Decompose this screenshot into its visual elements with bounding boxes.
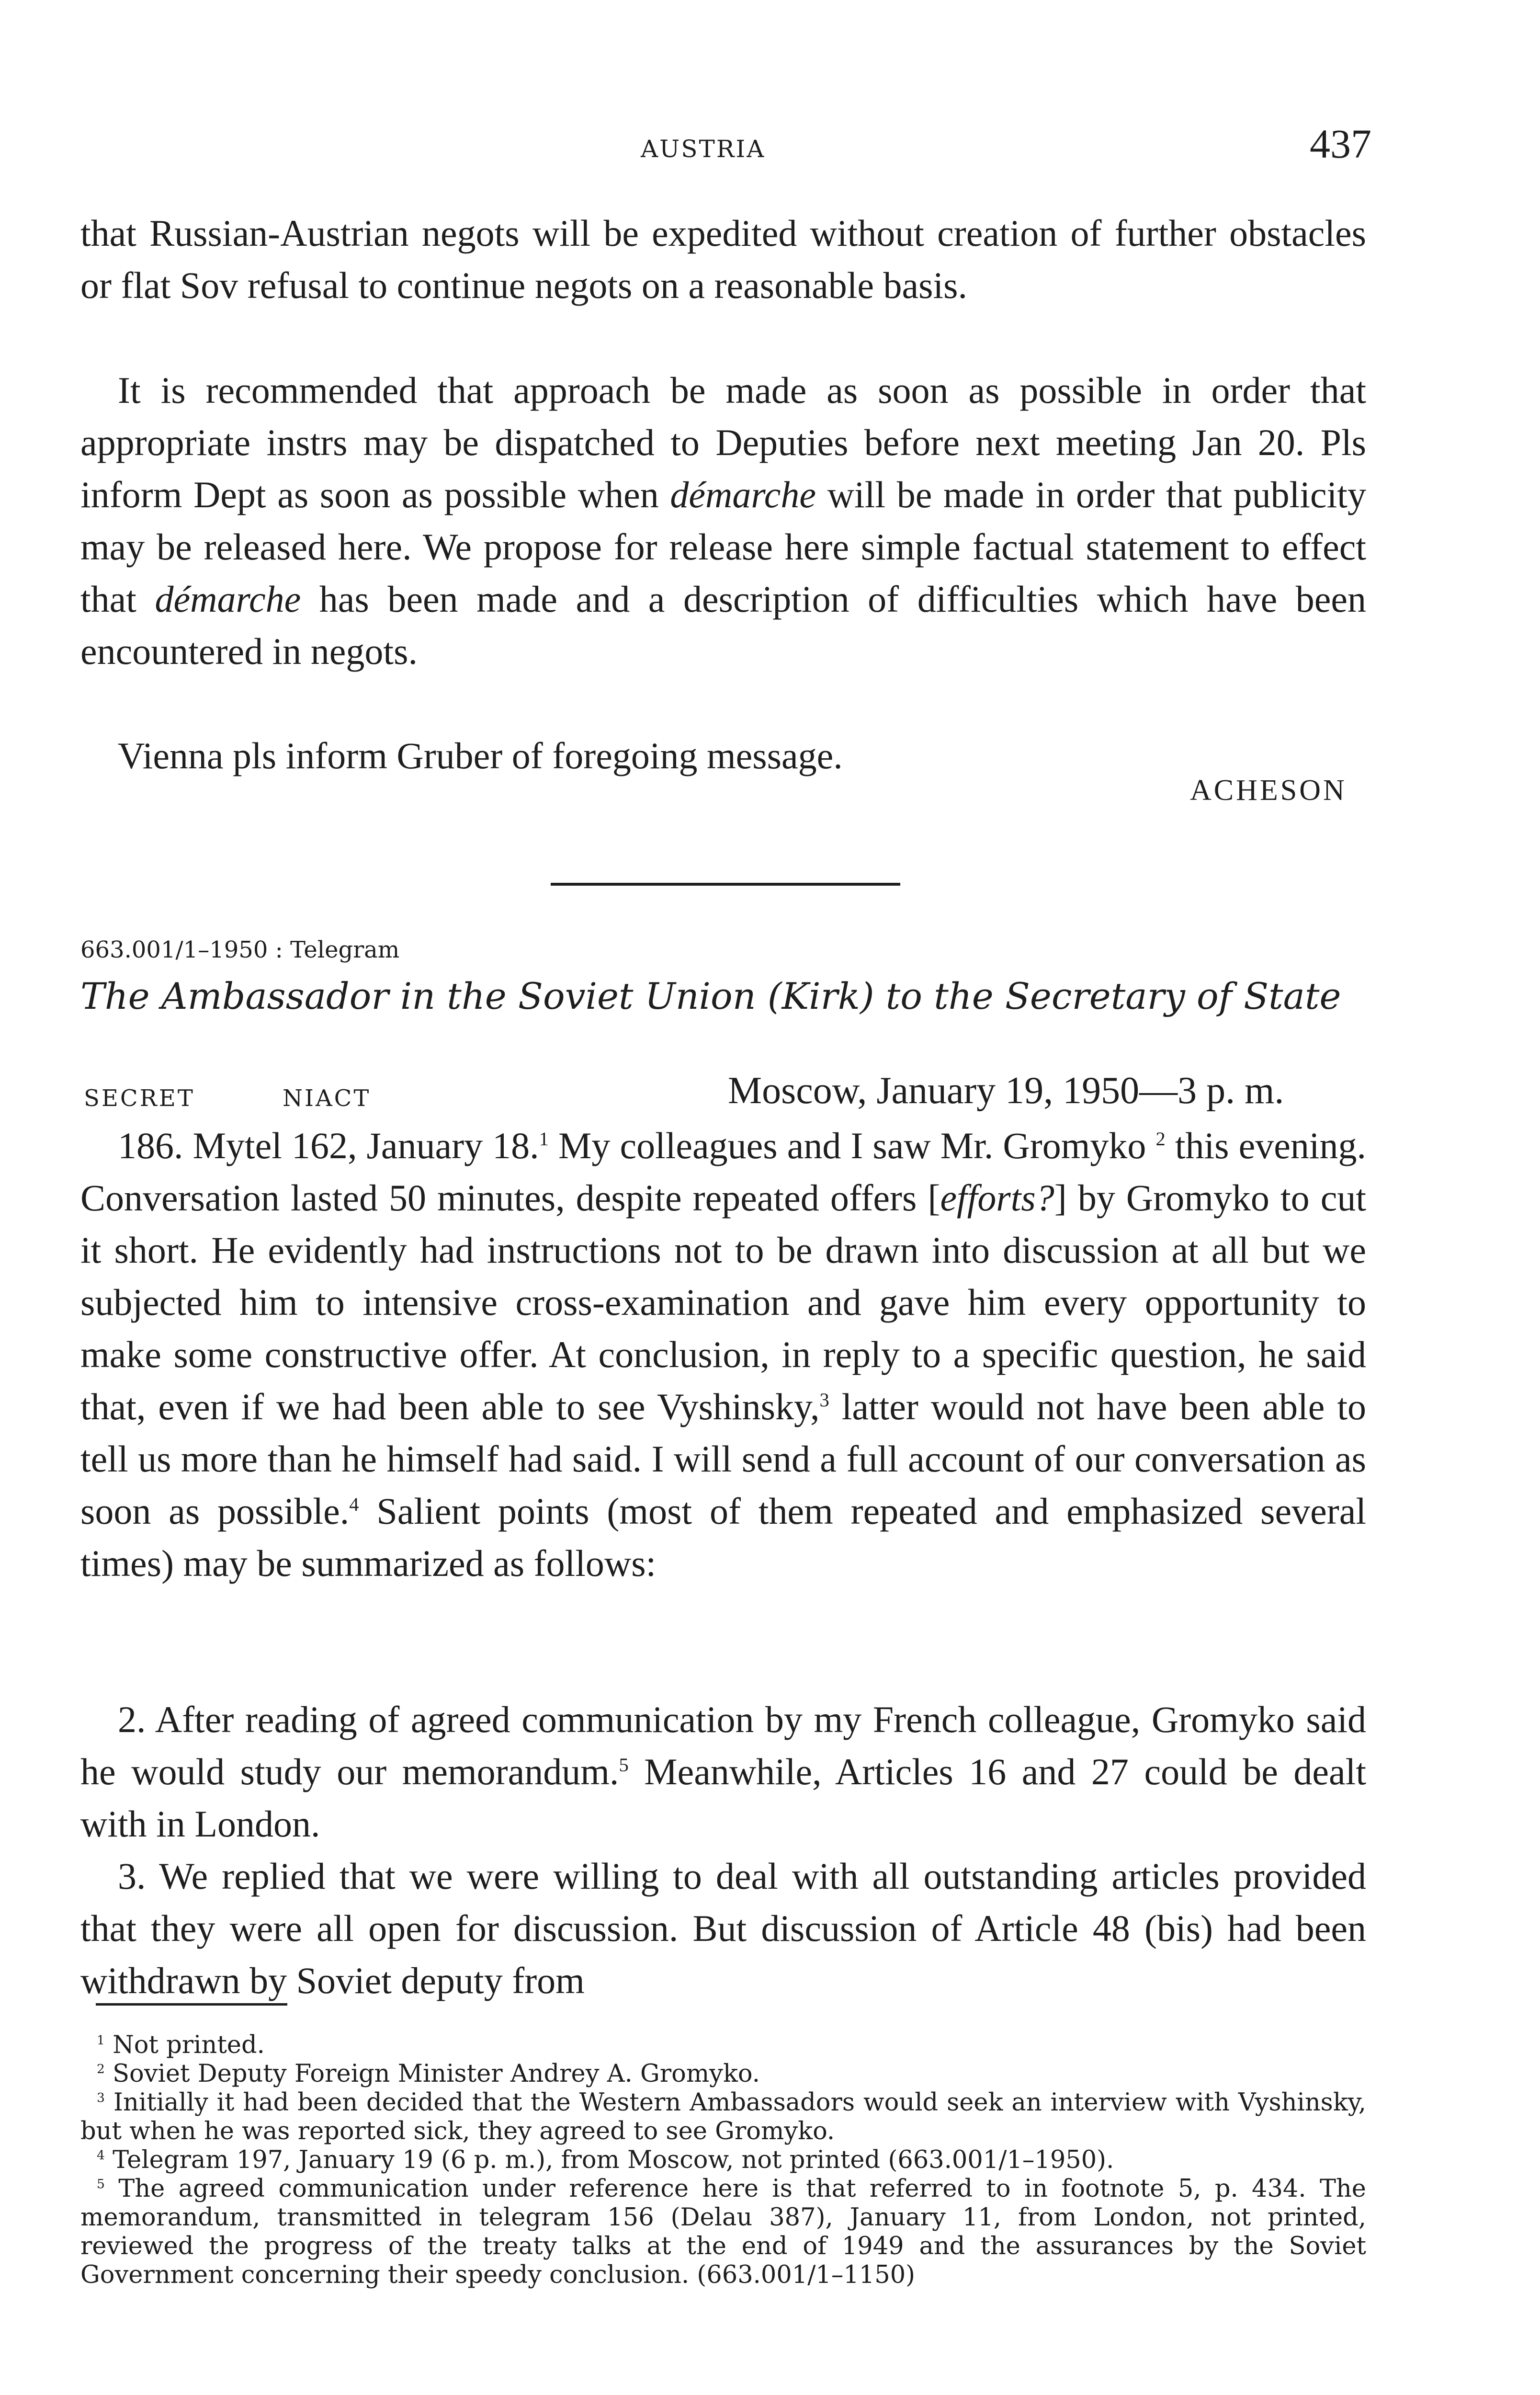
paragraph-text: ] by Gromyko to cut it short. He evidently had instructions not to be drawn into discussion at all but we subjected him to intensive cross-examination and gave him every opportunity to make some constructive offer. At conclusion, in reply to a specific question, he said that, even if we had been able to see Vyshinsky, <box>80 1177 1366 1427</box>
italic-term: démarche <box>155 578 301 620</box>
running-head: AUSTRIA <box>641 135 766 163</box>
paragraph-text: Meanwhile, Articles 16 and 27 could be dealt with in London. <box>80 1751 1366 1845</box>
footnote-2 <box>80 2060 1366 2088</box>
page-number: 437 <box>1310 121 1371 167</box>
footnote-5 <box>80 2175 1366 2290</box>
footnote-number: 4 <box>97 2148 105 2163</box>
footnote-ref[interactable]: 2 <box>1155 1128 1166 1150</box>
signature: ACHESON <box>1190 774 1347 807</box>
priority-label: NIACT <box>283 1085 371 1112</box>
footnote-ref[interactable]: 5 <box>619 1754 629 1776</box>
footnote-text: Soviet Deputy Foreign Minister Andrey A. Gromyko. <box>113 2060 760 2088</box>
file-reference: 663.001/1–1950 : Telegram <box>80 936 400 963</box>
dateline: Moscow, January 19, 1950—3 p. m. <box>728 1070 1284 1112</box>
footnote-number: 3 <box>97 2090 105 2105</box>
paragraph-text: Salient points (most of them repeated and emphasized several times) may be summarized as follows: <box>80 1490 1366 1584</box>
paragraph-text: this evening. Conversation lasted 50 minutes, despite repeated offers [ <box>80 1125 1367 1219</box>
paragraph-text: It is recommended that approach be made as soon as possible in order that appropriate instrs may be dispatched to Deputies before next meeting Jan 20. Pls inform Dept as soon as possible when <box>80 369 1366 515</box>
classification-label: SECRET <box>84 1085 195 1112</box>
footnotes <box>80 2031 1366 2290</box>
footnote-text: Not printed. <box>113 2031 265 2059</box>
italic-term: efforts? <box>940 1177 1054 1219</box>
paragraph-text: that Russian-Austrian negots will be expedited without creation of further obstacles or flat Sov refusal to continue negots on a reasonable basis. <box>80 212 1366 306</box>
footnote-text: The agreed communication under reference here is that referred to in footnote 5, p. 434. The memorandum, transmitted in telegram 156 (Delau 387), January 11, from London, not printed, reviewed the progress of the treaty talks at the end of 1949 and the assurances by the Soviet Government concerning their speedy conclusion. (663.001/1–1150) <box>80 2175 1366 2289</box>
footnote-ref[interactable]: 1 <box>539 1128 549 1150</box>
paragraph-vienna <box>80 730 1366 782</box>
footnote-ref[interactable]: 4 <box>349 1494 359 1515</box>
footnote-number: 5 <box>97 2177 105 2191</box>
section-divider <box>551 883 900 886</box>
paragraph-text: will be made in order that publicity may be released here. We propose for release here simple factual statement to effect that <box>80 474 1366 620</box>
paragraph-text: 2. After reading of agreed communication by my French colleague, Gromyko said he would study our memorandum. <box>80 1699 1366 1792</box>
footnote-text: Telegram 197, January 19 (6 p. m.), from Moscow, not printed (663.001/1–1950). <box>113 2146 1114 2174</box>
footnote-ref[interactable]: 3 <box>819 1389 829 1411</box>
paragraph-3 <box>80 1850 1366 2007</box>
document-title: The Ambassador in the Soviet Union (Kirk) to the Secretary of State <box>80 975 1341 1017</box>
paragraph-text: latter would not have been able to tell us more than he himself had said. I will send a full account of our conversation as soon as possible. <box>80 1386 1366 1532</box>
paragraph-recommendation <box>80 364 1366 677</box>
footnote-3 <box>80 2088 1366 2146</box>
footnote-4 <box>80 2146 1366 2175</box>
paragraph-186 <box>80 1119 1366 1589</box>
italic-term: démarche <box>670 474 816 515</box>
paragraph-2 <box>80 1693 1366 1850</box>
paragraph-text: My colleagues and I saw Mr. Gromyko <box>548 1125 1156 1166</box>
footnote-number: 1 <box>97 2033 105 2048</box>
footnote-number: 2 <box>97 2062 105 2076</box>
paragraph-text: has been made and a description of difficulties which have been encountered in negots. <box>80 578 1367 672</box>
footnote-1 <box>80 2031 1366 2060</box>
paragraph-continued <box>80 207 1366 311</box>
paragraph-text: Vienna pls inform Gruber of foregoing message. <box>118 735 843 776</box>
paragraph-text: 186. Mytel 162, January 18. <box>118 1125 539 1166</box>
paragraph-text: 3. We replied that we were willing to deal with all outstanding articles provided that they were all open for discussion. But discussion of Article 48 (bis) had been withdrawn by Soviet deputy from <box>80 1855 1366 2001</box>
footnote-text: Initially it had been decided that the Western Ambassadors would seek an interview with Vyshinsky, but when he was reported sick, they agreed to see Gromyko. <box>80 2088 1367 2145</box>
footnote-divider <box>96 2003 287 2006</box>
